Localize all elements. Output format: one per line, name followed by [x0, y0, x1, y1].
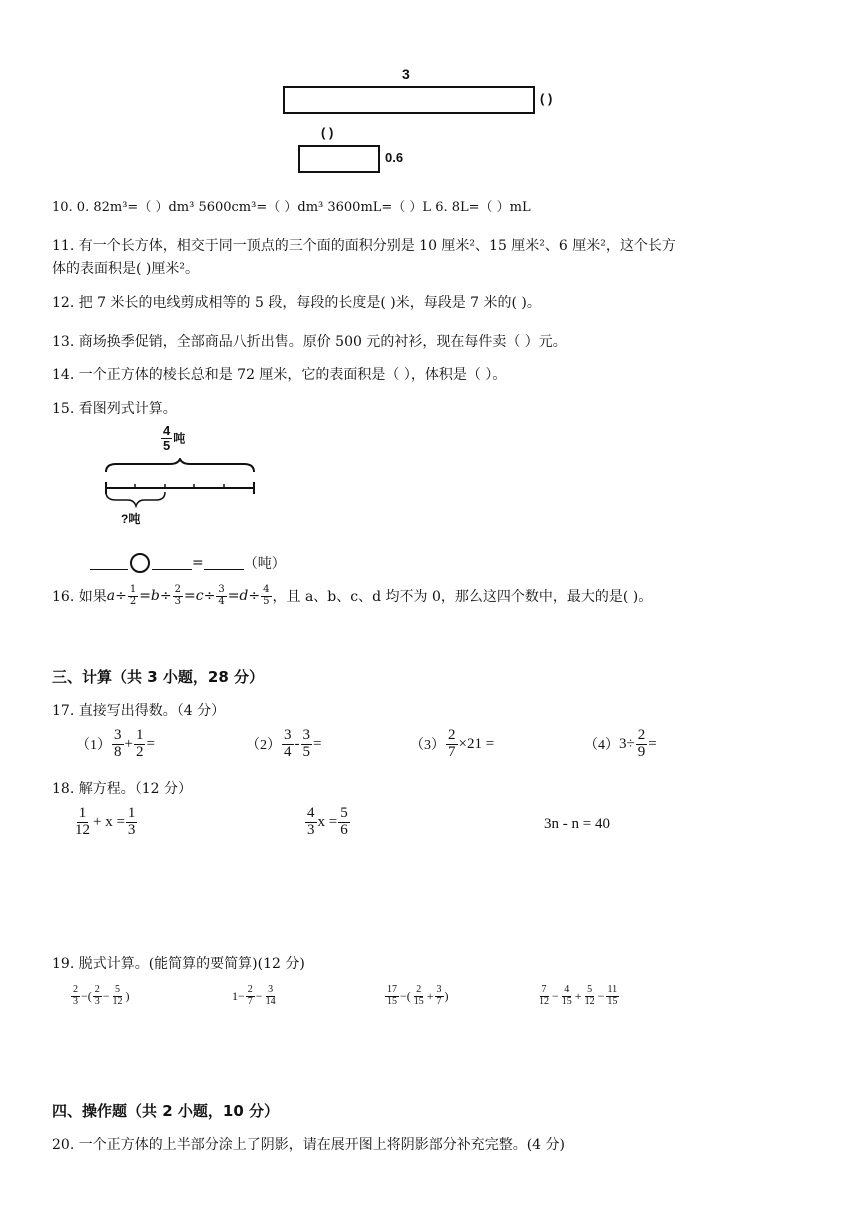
equation-b: $\frac{4}{3}$ x = $\frac{5}{6}$	[307, 805, 348, 838]
question-14: 14. 一个正方体的棱长总和是 72 厘米，它的表面积是（ ），体积是（ ）。	[52, 367, 507, 383]
q15-answer-line: = （吨）	[90, 553, 286, 573]
q17-item-3: （3） $\frac{2}{7}$ ×21 =	[410, 727, 495, 760]
q15-top-fraction: $\frac{4}{5}$ 吨	[163, 423, 186, 453]
q19-expr-4: $\frac{7}{12}$ − $\frac{4}{15}$ + $\frac{5}{12}$ − $\frac{11}{15}$	[539, 984, 618, 1007]
small-bar-label: 0.6	[385, 150, 404, 165]
question-15: 15. 看图列式计算。	[52, 401, 177, 417]
question-20: 20. 一个正方体的上半部分涂上了阴影，请在展开图上将阴影部分补充完整。(4 分)	[52, 1137, 565, 1153]
q17-item-4: （4） 3÷ $\frac{2}{9}$ =	[584, 727, 657, 760]
question-12: 12. 把 7 米长的电线剪成相等的 5 段，每段的长度是( )米，每段是 7 米的( )。	[52, 295, 541, 311]
q17-item-2: （2） $\frac{3}{4}$ - $\frac{3}{5}$ =	[246, 727, 322, 760]
question-13: 13. 商场换季促销，全部商品八折出售。原价 500 元的衬衫，现在每件卖（ ）元。	[52, 334, 567, 350]
equation-a: $\frac{1}{12}$ + x = $\frac{1}{3}$	[75, 805, 136, 838]
question-17: 17. 直接写出得数。（4 分）	[52, 703, 226, 719]
section-4-title: 四、操作题（共 2 小题，10 分）	[52, 1102, 279, 1120]
q17-item-1: （1） $\frac{3}{8}$ + $\frac{1}{2}$ =	[76, 727, 155, 760]
small-bar	[298, 145, 380, 173]
q19-expr-1: $\frac{2}{3}$ −( $\frac{2}{3}$ − $\frac{5}{12}$ )	[73, 984, 130, 1007]
question-10: 10. 0. 82m³=（ ）dm³ 5600cm³=（ ）dm³ 3600mL=（ ）L 6. 8L=（ ）mL	[52, 200, 531, 215]
operator-circle	[130, 553, 150, 573]
question-16: 16. 如果 a ÷ $\frac{1}{2}$ = b ÷ $\frac{2}{3}$ = c ÷ $\frac{3}{4}$ = d ÷ $\frac{4}{5}$ ，且 a、b、c、d 均不为 0，那么这四个数中，最大的是( )。	[52, 584, 653, 607]
question-19: 19. 脱式计算。(能简算的要简算)(12 分)	[52, 956, 305, 972]
question-11-line-1: 11. 有一个长方体，相交于同一顶点的三个面的面积分别是 10 厘米²、15 厘米²、6 厘米²，这个长方	[52, 238, 676, 254]
q19-expr-2: 1− $\frac{2}{7}$ − $\frac{3}{14}$	[232, 984, 276, 1007]
big-bar-blank: ( )	[540, 91, 553, 106]
equation-c: 3n - n = 40	[544, 816, 610, 832]
small-bar-top-blank: ( )	[321, 125, 334, 140]
question-18: 18. 解方程。（12 分）	[52, 781, 192, 797]
big-bar-label: 3	[402, 66, 410, 82]
question-11-line-2: 体的表面积是( )厘米²。	[52, 261, 199, 277]
section-3-title: 三、计算（共 3 小题，28 分）	[52, 668, 264, 686]
q15-brace-diagram	[98, 458, 263, 510]
q19-expr-3: $\frac{17}{15}$ −( $\frac{2}{15}$ + $\frac{3}{7}$ )	[387, 984, 449, 1007]
big-bar	[283, 86, 535, 114]
q15-bottom-label: ?吨	[121, 512, 141, 526]
